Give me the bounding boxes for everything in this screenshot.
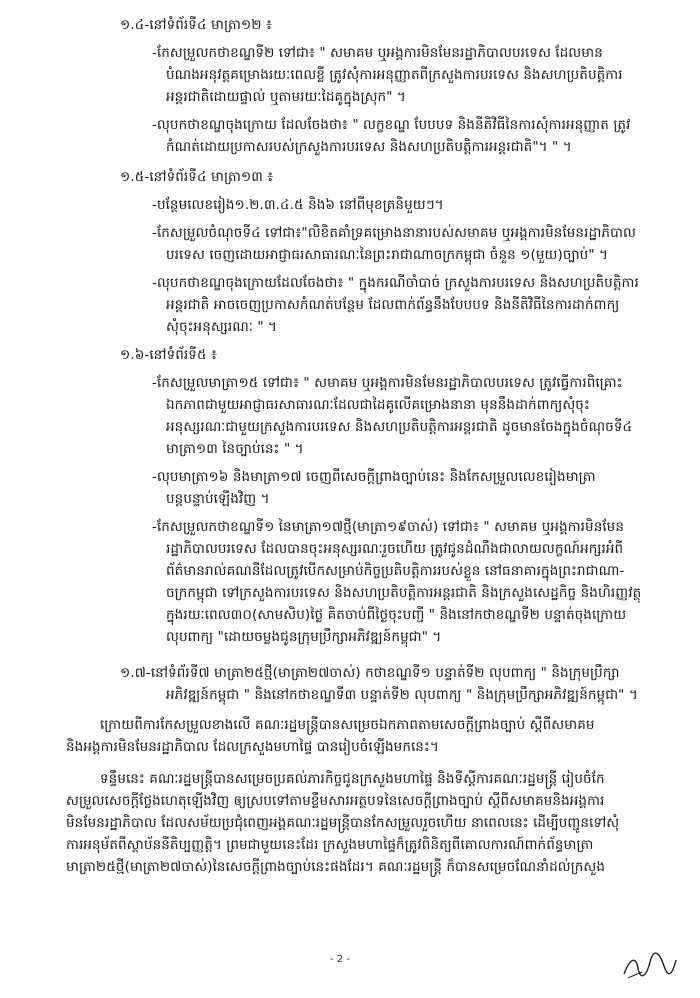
paragraph-line: ការអនុម័តពីស្ថាប័ននីតិប្បញ្ញត្តិ។ ព្រមជាមួយនេះដែរ ក្រសួងមហាផ្ទៃក៏ត្រូវពិនិត្យពីគោលការណ៍ពាក់ព័ន្ធមាត្រា: [66, 837, 594, 853]
body-line: -បន្ថែមលេខរៀង១.២.៣.៤.៥ និង៦ នៅពីមុខត្រនិមួយៗ។: [152, 197, 444, 213]
body-line: ឯកភាពជាមួយអាជ្ញាធរសាធារណៈដែលជាដៃគូលើគម្រោងនានា មុននឹងដាក់ពាក្យសុំចុះ: [166, 397, 590, 413]
paragraph-line: មាត្រា២៥ថ្មី(មាត្រា២៧ចាស់)នៃសេចក្តីព្រាងច្បាប់នេះផងដែរ។ គណៈរដ្ឋមន្ត្រី ក៏បានសម្រេចណែនាំដល់ក្រសួង: [66, 859, 606, 875]
paragraph-line: សម្រួលសេចក្តីថ្លែងហេតុឡើងវិញ ឲ្យស្របទៅតាមខ្លឹមសារអត្ថបទនៃសេចក្តីព្រាងច្បាប់ ស្តីពីសមាគមនិងអង្គការ: [66, 793, 605, 809]
body-line: សុំចុះអនុស្សរណៈ " ។: [166, 319, 278, 335]
section-heading-1-4: ១.៤-នៅទំព័រទី៤ មាត្រា១២ ៖: [120, 17, 273, 33]
body-line: -កែសម្រួលកថាខណ្ឌទី២ ទៅជា៖ " សមាគម ឬអង្គការមិនមែនរដ្ឋាភិបាលបរទេស ដែលមាន: [152, 45, 603, 61]
body-line: -កែសម្រួលមាត្រា១៥ ទៅជា៖ " សមាគម ឬអង្គការមិនមែនរដ្ឋាភិបាលបរទេស ត្រូវធ្វើការពិគ្រោះ: [152, 375, 623, 391]
body-line: បំណងអនុវត្តគម្រោងរយៈពេលខ្លី ត្រូវសុំការអនុញ្ញាតពីក្រសួងការបរទេស និងសហប្រតិបត្តិការ: [166, 67, 623, 83]
body-line: អន្តរជាតិដោយផ្ទាល់ ឬតាមរយៈដៃគូក្នុងស្រុក" ។: [166, 89, 406, 105]
body-line: ចក្រកម្ពុជា ទៅក្រសួងការបរទេស និងសហប្រតិបត្តិការអន្តរជាតិ និងក្រសួងសេដ្ឋកិច្ច និងហិរញ្ញវត្ថុ: [166, 585, 642, 601]
body-line: មាត្រា១៣ នៃច្បាប់នេះ " ។: [166, 441, 304, 457]
body-line: -លុបកថាខណ្ឌចុងក្រោយដែលចែងថា៖ " ក្នុងករណីចាំបាច់ ក្រសួងការបរទេស និងសហប្រតិបត្តិការ: [152, 275, 639, 291]
paragraph-line: ក្រោយពីការកែសម្រួលខាងលើ គណៈរដ្ឋមន្ត្រីបានសម្រេចឯកភាពតាមសេចក្តីព្រាងច្បាប់ ស្តីពីសមាគម: [100, 717, 595, 733]
paragraph-line: មិនមែនរដ្ឋាភិបាល ដែលសម័យប្រជុំពេញអង្គគណៈរដ្ឋមន្ត្រីបានកែសម្រួលរួចហើយ នាពេលនេះ ដើម្បីបញ្ជូនទៅសុំ: [66, 815, 620, 831]
body-line: -កែសម្រួលចំណុចទី៤ ទៅជា៖"លិខិតគាំទ្រគម្រោងនានារបស់សមាគម ឬអង្គការមិនមែនរដ្ឋាភិបាល: [152, 225, 637, 241]
body-line: កំណត់ដោយប្រកាសរបស់ក្រសួងការបរទេស និងសហប្រតិបត្តិការអន្តរជាតិ"។ " ។: [166, 139, 572, 155]
body-line: លុបពាក្យ "ដោយចម្លងជូនក្រុមប្រឹក្សាអភិវឌ្ឍន៍កម្ពុជា" ។: [166, 629, 442, 645]
section-heading-1-7: ១.៧-នៅទំព័រទី៧ មាត្រា២៥ថ្មី(មាត្រា២៧ចាស់) កថាខណ្ឌទី១ បន្ទាត់ទី២ លុបពាក្យ " និងក្រុមប្រឹក្សា: [120, 665, 620, 681]
body-line: -លុបមាត្រា១៦ និងមាត្រា១៧ ចេញពីសេចក្តីព្រាងច្បាប់នេះ និងកែសម្រួលលេខរៀងមាត្រា: [152, 469, 596, 485]
body-line: អនុស្សរណៈជាមួយក្រសួងការបរទេស និងសហប្រតិបត្តិការអន្តរជាតិ ដូចមានចែងក្នុងចំណុចទី៤: [166, 419, 633, 435]
body-line: ក្នុងរយៈពេល៣០(សាមសិប)ថ្ងៃ គិតចាប់ពីថ្ងៃចុះបញ្ជី " និងនៅកថាខណ្ឌទី២ បន្ទាត់ចុងក្រោយ: [166, 607, 627, 623]
body-line: បរទេស ចេញដោយអាជ្ញាធរសាធារណៈនៃព្រះរាជាណាចក្រកម្ពុជា ចំនួន ១(មួយ)ច្បាប់" ។: [166, 247, 609, 263]
page-number: - 2 -: [330, 954, 350, 965]
handwritten-initials: [620, 948, 680, 984]
section-heading-1-6: ១.៦-នៅទំព័រទី៥ ៖: [120, 347, 218, 363]
body-line: -លុបកថាខណ្ឌចុងក្រោយ ដែលចែងថា៖ " លក្ខខណ្ឌ បែបបទ និងនីតិវិធីនៃការសុំការអនុញ្ញាត ត្រូវ: [152, 117, 631, 133]
body-line: អន្តរជាតិ អាចចេញប្រកាសកំណត់បន្ថែម ដែលពាក់ព័ន្ធនឹងបែបបទ និងនីតិវិធីនៃការដាក់ពាក្យ: [166, 297, 620, 313]
paragraph-line: និងអង្គការមិនមែនរដ្ឋាភិបាល ដែលក្រសួងមហាផ្ទៃ បានរៀបចំឡើងមកនេះ។: [66, 739, 439, 755]
body-line: បន្តបន្ទាប់ឡើងវិញ ។: [166, 491, 270, 507]
paragraph-line: ទន្ទឹមនេះ គណៈរដ្ឋមន្ត្រីបានសម្រេចប្រគល់ភារកិច្ចជូនក្រសួងមហាផ្ទៃ និងទីស្តីការគណៈរដ្ឋមន្ត្រី រៀបចំកែ: [100, 771, 605, 787]
section-heading-1-5: ១.៥-នៅទំព័រទី៤ មាត្រា១៣ ៖: [120, 169, 274, 185]
body-line: -កែសម្រួលកថាខណ្ឌទី១ នៃមាត្រា១៧ថ្មី(មាត្រា១៩ចាស់) ទៅជា៖ " សមាគម ឬអង្គការមិនមែន: [152, 519, 625, 535]
body-line: អភិវឌ្ឍន៍កម្ពុជា " និងនៅកថាខណ្ឌទី៣ បន្ទាត់ទី២ លុបពាក្យ " និងក្រុមប្រឹក្សាអភិវឌ្ឍន៍កម្ពុជា" ។: [166, 687, 638, 703]
body-line: រដ្ឋាភិបាលបរទេស ដែលបានចុះអនុស្សរណៈរួចហើយ ត្រូវជូនដំណឹងជាលាយលក្ខណ៍អក្សរអំពី: [166, 541, 624, 557]
body-line: ព័ត៌មានរាល់គណនីដែលត្រូវបើកសម្រាប់កិច្ចប្រតិបត្តិការរបស់ខ្លួន នៅធនាគារក្នុងព្រះរាជាណា-: [166, 563, 625, 579]
